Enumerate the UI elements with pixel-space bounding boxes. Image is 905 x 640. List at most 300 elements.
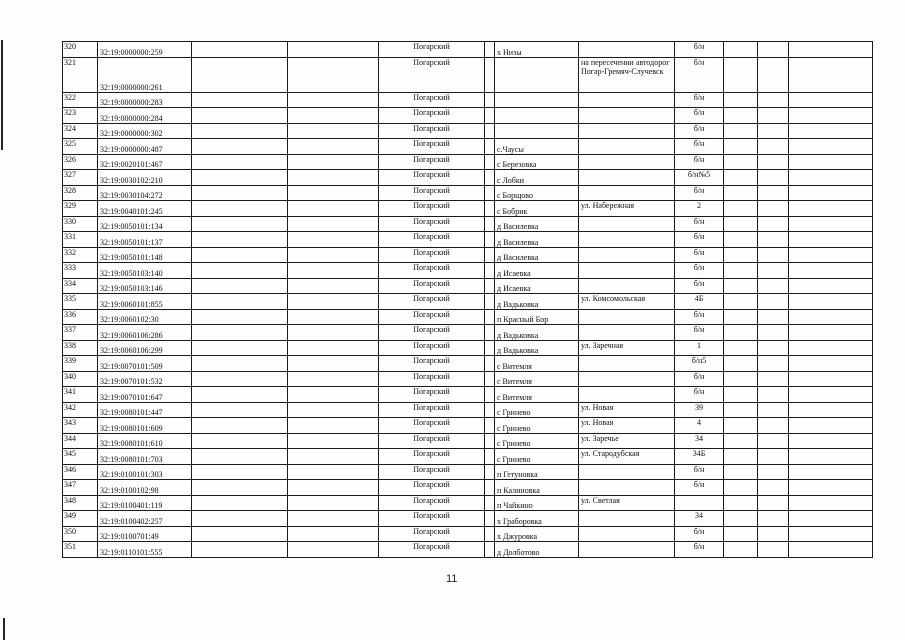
cadastral-number-cell: 32:19:0110101:555 xyxy=(98,542,192,558)
empty-cell xyxy=(758,526,789,542)
table-row xyxy=(63,542,873,558)
empty-cell xyxy=(485,278,495,294)
empty-cell xyxy=(192,57,288,92)
table-row xyxy=(63,42,873,58)
table-row xyxy=(63,185,873,201)
row-number-cell: 337 xyxy=(63,325,98,341)
street-cell xyxy=(579,170,675,186)
locality-cell: п Калиновка xyxy=(495,480,579,496)
table-row xyxy=(63,495,873,511)
locality-cell: д Долботово xyxy=(495,542,579,558)
cadastral-number-cell: 32:19:0070101:532 xyxy=(98,371,192,387)
table-row xyxy=(63,294,873,310)
empty-cell xyxy=(758,325,789,341)
empty-cell xyxy=(758,294,789,310)
empty-cell xyxy=(485,92,495,108)
house-number-cell: б/н xyxy=(675,232,724,248)
district-cell: Погарский xyxy=(379,170,485,186)
empty-cell xyxy=(758,387,789,403)
locality-cell: с Лобки xyxy=(495,170,579,186)
table-row xyxy=(63,387,873,403)
empty-cell xyxy=(758,139,789,155)
table-row xyxy=(63,201,873,217)
cadastral-number-cell: 32:19:0100402:257 xyxy=(98,511,192,527)
empty-cell xyxy=(485,495,495,511)
row-number-cell: 322 xyxy=(63,92,98,108)
table-row xyxy=(63,92,873,108)
empty-cell xyxy=(724,542,758,558)
street-cell xyxy=(579,154,675,170)
empty-cell xyxy=(288,480,379,496)
empty-cell xyxy=(789,294,873,310)
empty-cell xyxy=(288,57,379,92)
empty-cell xyxy=(758,123,789,139)
empty-cell xyxy=(724,232,758,248)
cadastral-number-cell: 32:19:0100401:119 xyxy=(98,495,192,511)
empty-cell xyxy=(192,542,288,558)
house-number-cell: б/н xyxy=(675,185,724,201)
empty-cell xyxy=(192,123,288,139)
empty-cell xyxy=(485,201,495,217)
table-row xyxy=(63,464,873,480)
empty-cell xyxy=(485,108,495,124)
empty-cell xyxy=(192,185,288,201)
empty-cell xyxy=(192,356,288,372)
cadastral-number-cell: 32:19:0050103:146 xyxy=(98,278,192,294)
cadastral-number-cell: 32:19:0050101:134 xyxy=(98,216,192,232)
district-cell: Погарский xyxy=(379,387,485,403)
empty-cell xyxy=(485,325,495,341)
row-number-cell: 343 xyxy=(63,418,98,434)
district-cell: Погарский xyxy=(379,42,485,58)
empty-cell xyxy=(724,433,758,449)
district-cell: Погарский xyxy=(379,278,485,294)
empty-cell xyxy=(758,371,789,387)
row-number-cell: 348 xyxy=(63,495,98,511)
empty-cell xyxy=(485,340,495,356)
street-cell xyxy=(579,42,675,58)
street-cell xyxy=(579,371,675,387)
table-row xyxy=(63,449,873,465)
cadastral-number-cell: 32:19:0100101:303 xyxy=(98,464,192,480)
empty-cell xyxy=(288,542,379,558)
district-cell: Погарский xyxy=(379,464,485,480)
row-number-cell: 336 xyxy=(63,309,98,325)
locality-cell: п Гетуновка xyxy=(495,464,579,480)
locality-cell: п Чайкино xyxy=(495,495,579,511)
street-cell: ул. Комсомольская xyxy=(579,294,675,310)
row-number-cell: 321 xyxy=(63,57,98,92)
cadastral-number-cell: 32:19:0040101:245 xyxy=(98,201,192,217)
locality-cell: х Джуровка xyxy=(495,526,579,542)
empty-cell xyxy=(485,418,495,434)
empty-cell xyxy=(789,449,873,465)
locality-cell: д Исаевка xyxy=(495,263,579,279)
empty-cell xyxy=(485,449,495,465)
cadastral-number-cell: 32:19:0000000:261 xyxy=(98,57,192,92)
locality-cell xyxy=(495,92,579,108)
empty-cell xyxy=(288,495,379,511)
district-cell: Погарский xyxy=(379,123,485,139)
table-row xyxy=(63,526,873,542)
empty-cell xyxy=(789,170,873,186)
locality-cell: с Березовка xyxy=(495,154,579,170)
row-number-cell: 320 xyxy=(63,42,98,58)
empty-cell xyxy=(789,57,873,92)
empty-cell xyxy=(288,216,379,232)
empty-cell xyxy=(758,464,789,480)
row-number-cell: 328 xyxy=(63,185,98,201)
street-cell xyxy=(579,216,675,232)
empty-cell xyxy=(192,418,288,434)
empty-cell xyxy=(724,278,758,294)
empty-cell xyxy=(789,139,873,155)
street-cell xyxy=(579,123,675,139)
house-number-cell: б/н5 xyxy=(675,356,724,372)
empty-cell xyxy=(724,294,758,310)
table-row xyxy=(63,263,873,279)
empty-cell xyxy=(789,526,873,542)
house-number-cell: б/н xyxy=(675,542,724,558)
empty-cell xyxy=(758,232,789,248)
empty-cell xyxy=(288,247,379,263)
empty-cell xyxy=(192,464,288,480)
empty-cell xyxy=(724,526,758,542)
street-cell: ул. Заречье xyxy=(579,433,675,449)
row-number-cell: 351 xyxy=(63,542,98,558)
house-number-cell: б/н xyxy=(675,263,724,279)
empty-cell xyxy=(192,92,288,108)
row-number-cell: 342 xyxy=(63,402,98,418)
empty-cell xyxy=(485,542,495,558)
house-number-cell xyxy=(675,495,724,511)
house-number-cell: 1 xyxy=(675,340,724,356)
empty-cell xyxy=(192,449,288,465)
empty-cell xyxy=(724,42,758,58)
empty-cell xyxy=(789,418,873,434)
empty-cell xyxy=(789,325,873,341)
district-cell: Погарский xyxy=(379,542,485,558)
street-cell xyxy=(579,247,675,263)
locality-cell: д Василевка xyxy=(495,216,579,232)
empty-cell xyxy=(192,371,288,387)
empty-cell xyxy=(288,201,379,217)
table-row xyxy=(63,356,873,372)
empty-cell xyxy=(724,449,758,465)
row-number-cell: 329 xyxy=(63,201,98,217)
empty-cell xyxy=(288,387,379,403)
empty-cell xyxy=(288,418,379,434)
empty-cell xyxy=(789,309,873,325)
empty-cell xyxy=(288,232,379,248)
empty-cell xyxy=(789,201,873,217)
empty-cell xyxy=(758,57,789,92)
empty-cell xyxy=(724,263,758,279)
empty-cell xyxy=(192,139,288,155)
row-number-cell: 334 xyxy=(63,278,98,294)
empty-cell xyxy=(192,480,288,496)
empty-cell xyxy=(789,185,873,201)
district-cell: Погарский xyxy=(379,92,485,108)
empty-cell xyxy=(485,464,495,480)
street-cell xyxy=(579,232,675,248)
empty-cell xyxy=(192,402,288,418)
table-row xyxy=(63,57,873,92)
empty-cell xyxy=(724,185,758,201)
cadastral-number-cell: 32:19:0070101:647 xyxy=(98,387,192,403)
district-cell: Погарский xyxy=(379,480,485,496)
locality-cell: с.Чаусы xyxy=(495,139,579,155)
cadastral-number-cell: 32:19:0080101:447 xyxy=(98,402,192,418)
empty-cell xyxy=(724,511,758,527)
empty-cell xyxy=(192,232,288,248)
empty-cell xyxy=(789,480,873,496)
empty-cell xyxy=(724,108,758,124)
street-cell: ул. Новая xyxy=(579,402,675,418)
district-cell: Погарский xyxy=(379,356,485,372)
empty-cell xyxy=(485,309,495,325)
district-cell: Погарский xyxy=(379,139,485,155)
empty-cell xyxy=(789,92,873,108)
empty-cell xyxy=(288,464,379,480)
table-row xyxy=(63,123,873,139)
empty-cell xyxy=(288,511,379,527)
cadastral-number-cell: 32:19:0050103:140 xyxy=(98,263,192,279)
district-cell: Погарский xyxy=(379,433,485,449)
district-cell: Погарский xyxy=(379,402,485,418)
house-number-cell: б/н xyxy=(675,526,724,542)
empty-cell xyxy=(724,371,758,387)
house-number-cell: б/н xyxy=(675,57,724,92)
empty-cell xyxy=(288,278,379,294)
street-cell xyxy=(579,278,675,294)
empty-cell xyxy=(789,387,873,403)
empty-cell xyxy=(724,247,758,263)
empty-cell xyxy=(758,449,789,465)
cadastral-number-cell: 32:19:0060106:299 xyxy=(98,340,192,356)
empty-cell xyxy=(485,232,495,248)
locality-cell: с Борщово xyxy=(495,185,579,201)
table-row xyxy=(63,433,873,449)
empty-cell xyxy=(288,185,379,201)
empty-cell xyxy=(485,139,495,155)
empty-cell xyxy=(288,340,379,356)
street-cell xyxy=(579,526,675,542)
locality-cell: х Граборовка xyxy=(495,511,579,527)
empty-cell xyxy=(789,154,873,170)
table-row xyxy=(63,309,873,325)
empty-cell xyxy=(485,170,495,186)
locality-cell: д Вадьковка xyxy=(495,340,579,356)
empty-cell xyxy=(192,278,288,294)
cadastral-number-cell: 32:19:0100102:98 xyxy=(98,480,192,496)
cadastral-number-cell: 32:19:0000000:259 xyxy=(98,42,192,58)
locality-cell xyxy=(495,57,579,92)
cadastral-number-cell: 32:19:0050101:137 xyxy=(98,232,192,248)
empty-cell xyxy=(758,511,789,527)
page-number: 11 xyxy=(446,573,458,585)
empty-cell xyxy=(192,216,288,232)
table-row xyxy=(63,247,873,263)
table-row xyxy=(63,170,873,186)
district-cell: Погарский xyxy=(379,185,485,201)
house-number-cell: б/н xyxy=(675,108,724,124)
locality-cell: с Витемля xyxy=(495,371,579,387)
cadastral-number-cell: 32:19:0070101:509 xyxy=(98,356,192,372)
house-number-cell: 2 xyxy=(675,201,724,217)
empty-cell xyxy=(789,232,873,248)
house-number-cell: 4Б xyxy=(675,294,724,310)
row-number-cell: 350 xyxy=(63,526,98,542)
cadastral-number-cell: 32:19:0080101:610 xyxy=(98,433,192,449)
street-cell xyxy=(579,480,675,496)
empty-cell xyxy=(288,92,379,108)
locality-cell: д Вадьковка xyxy=(495,325,579,341)
empty-cell xyxy=(192,170,288,186)
empty-cell xyxy=(724,356,758,372)
street-cell: ул. Стародубская xyxy=(579,449,675,465)
house-number-cell: б/н xyxy=(675,139,724,155)
cadastral-number-cell: 32:19:0000000:283 xyxy=(98,92,192,108)
row-number-cell: 327 xyxy=(63,170,98,186)
district-cell: Погарский xyxy=(379,511,485,527)
street-cell xyxy=(579,356,675,372)
empty-cell xyxy=(192,309,288,325)
empty-cell xyxy=(758,418,789,434)
empty-cell xyxy=(758,340,789,356)
empty-cell xyxy=(789,464,873,480)
cadastral-number-cell: 32:19:0000000:302 xyxy=(98,123,192,139)
row-number-cell: 345 xyxy=(63,449,98,465)
house-number-cell: б/н xyxy=(675,387,724,403)
locality-cell: д Василевка xyxy=(495,232,579,248)
empty-cell xyxy=(288,263,379,279)
empty-cell xyxy=(724,154,758,170)
empty-cell xyxy=(789,42,873,58)
empty-cell xyxy=(724,92,758,108)
empty-cell xyxy=(724,418,758,434)
table-row xyxy=(63,371,873,387)
empty-cell xyxy=(485,123,495,139)
empty-cell xyxy=(724,123,758,139)
empty-cell xyxy=(724,57,758,92)
district-cell: Погарский xyxy=(379,247,485,263)
empty-cell xyxy=(789,356,873,372)
empty-cell xyxy=(288,402,379,418)
empty-cell xyxy=(789,340,873,356)
empty-cell xyxy=(192,387,288,403)
row-number-cell: 339 xyxy=(63,356,98,372)
locality-cell: с Витемля xyxy=(495,356,579,372)
empty-cell xyxy=(288,170,379,186)
district-cell: Погарский xyxy=(379,526,485,542)
house-number-cell: 4 xyxy=(675,418,724,434)
empty-cell xyxy=(789,511,873,527)
locality-cell: с Гринево xyxy=(495,418,579,434)
street-cell: ул. Новая xyxy=(579,418,675,434)
district-cell: Погарский xyxy=(379,57,485,92)
street-cell: ул. Набережная xyxy=(579,201,675,217)
district-cell: Погарский xyxy=(379,154,485,170)
district-cell: Погарский xyxy=(379,309,485,325)
empty-cell xyxy=(789,495,873,511)
table-row xyxy=(63,139,873,155)
street-cell xyxy=(579,92,675,108)
empty-cell xyxy=(789,278,873,294)
empty-cell xyxy=(485,247,495,263)
empty-cell xyxy=(288,294,379,310)
empty-cell xyxy=(724,402,758,418)
empty-cell xyxy=(789,542,873,558)
empty-cell xyxy=(485,526,495,542)
district-cell: Погарский xyxy=(379,263,485,279)
locality-cell: х Низы xyxy=(495,42,579,58)
house-number-cell: б/н xyxy=(675,154,724,170)
row-number-cell: 349 xyxy=(63,511,98,527)
empty-cell xyxy=(288,123,379,139)
empty-cell xyxy=(789,108,873,124)
empty-cell xyxy=(288,309,379,325)
empty-cell xyxy=(758,170,789,186)
empty-cell xyxy=(288,433,379,449)
empty-cell xyxy=(192,263,288,279)
empty-cell xyxy=(192,495,288,511)
empty-cell xyxy=(288,108,379,124)
house-number-cell: б/н xyxy=(675,480,724,496)
empty-cell xyxy=(192,154,288,170)
empty-cell xyxy=(758,201,789,217)
row-number-cell: 332 xyxy=(63,247,98,263)
empty-cell xyxy=(485,294,495,310)
house-number-cell: б/н xyxy=(675,325,724,341)
street-cell xyxy=(579,185,675,201)
street-cell xyxy=(579,139,675,155)
empty-cell xyxy=(789,433,873,449)
street-cell xyxy=(579,309,675,325)
row-number-cell: 340 xyxy=(63,371,98,387)
district-cell: Погарский xyxy=(379,340,485,356)
cadastral-number-cell: 32:19:0100701:49 xyxy=(98,526,192,542)
empty-cell xyxy=(724,325,758,341)
table-row xyxy=(63,480,873,496)
district-cell: Погарский xyxy=(379,449,485,465)
empty-cell xyxy=(192,511,288,527)
empty-cell xyxy=(789,216,873,232)
locality-cell: д Вадьковка xyxy=(495,294,579,310)
locality-cell: с Бобрик xyxy=(495,201,579,217)
locality-cell: с Гринево xyxy=(495,449,579,465)
cadastral-number-cell: 32:19:0050101:148 xyxy=(98,247,192,263)
empty-cell xyxy=(288,325,379,341)
house-number-cell: б/н xyxy=(675,42,724,58)
house-number-cell: б/н xyxy=(675,247,724,263)
empty-cell xyxy=(758,185,789,201)
house-number-cell: 39 xyxy=(675,402,724,418)
empty-cell xyxy=(758,433,789,449)
house-number-cell: б/н xyxy=(675,92,724,108)
locality-cell: с Гринево xyxy=(495,433,579,449)
district-cell: Погарский xyxy=(379,325,485,341)
empty-cell xyxy=(288,42,379,58)
empty-cell xyxy=(288,526,379,542)
cadastral-number-cell: 32:19:0060102:30 xyxy=(98,309,192,325)
row-number-cell: 338 xyxy=(63,340,98,356)
empty-cell xyxy=(192,526,288,542)
locality-cell: д Исаевка xyxy=(495,278,579,294)
empty-cell xyxy=(724,170,758,186)
locality-cell: с Витемля xyxy=(495,387,579,403)
district-cell: Погарский xyxy=(379,201,485,217)
